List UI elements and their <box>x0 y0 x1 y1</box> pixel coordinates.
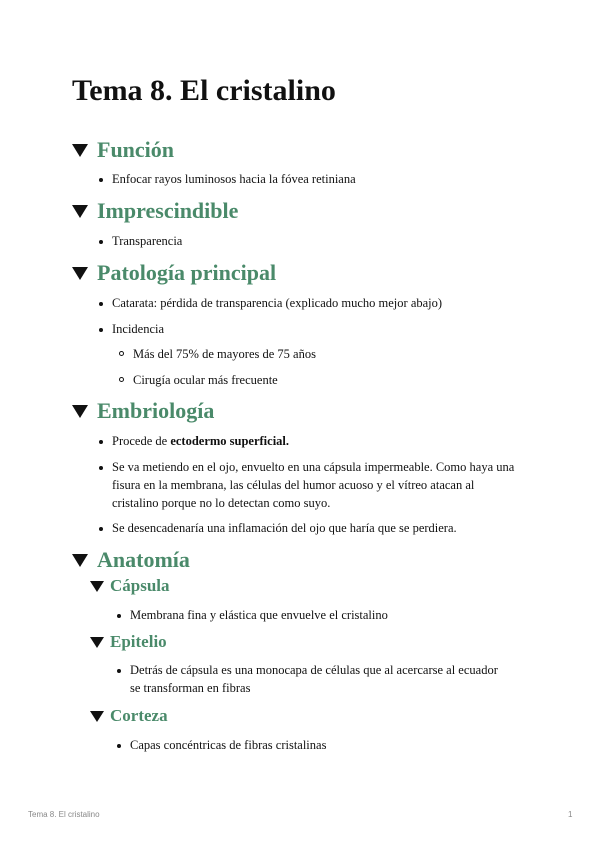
list-item: Enfocar rayos luminosos hacia la fóvea retiniana <box>112 172 356 186</box>
bullet-icon <box>99 240 103 244</box>
collapse-toggle-icon[interactable] <box>72 405 88 418</box>
subsection-capsula[interactable] <box>90 575 170 597</box>
bullet-icon <box>117 614 121 618</box>
bullet-icon <box>99 440 103 444</box>
subsection-heading: Corteza <box>110 706 168 725</box>
item-text: Procede de <box>112 434 171 448</box>
item-bold-text: ectodermo superficial. <box>170 434 290 448</box>
list-subitem: Cirugía ocular más frecuente <box>133 373 278 387</box>
section-patologia[interactable] <box>72 260 276 286</box>
list-item: Se desencadenaría una inflamación del ojo que haría que se perdiera. <box>112 521 457 535</box>
bullet-icon <box>117 744 121 748</box>
subsection-corteza[interactable] <box>90 705 168 727</box>
section-heading: Anatomía <box>97 547 190 572</box>
section-heading: Patología principal <box>97 260 277 285</box>
list-item: Transparencia <box>112 234 183 248</box>
list-subitem: Más del 75% de mayores de 75 años <box>133 347 316 361</box>
list-item: Catarata: pérdida de transparencia (explicado mucho mejor abajo) <box>112 296 443 310</box>
list-item <box>112 432 512 450</box>
subsection-heading: Cápsula <box>110 576 170 595</box>
sub-bullet-icon <box>119 351 124 356</box>
collapse-toggle-icon[interactable] <box>72 267 88 280</box>
collapse-toggle-icon[interactable] <box>90 581 104 592</box>
collapse-toggle-icon[interactable] <box>72 144 88 157</box>
section-heading: Función <box>97 137 175 162</box>
page-number: 1 <box>568 810 573 819</box>
section-anatomia[interactable] <box>72 547 190 573</box>
collapse-toggle-icon[interactable] <box>72 554 88 567</box>
collapse-toggle-icon[interactable] <box>72 205 88 218</box>
list-item: Detrás de cápsula es una monocapa de células que al acercarse al ecuador se transforman en fibras <box>130 663 498 695</box>
collapse-toggle-icon[interactable] <box>90 637 104 648</box>
collapse-toggle-icon[interactable] <box>90 711 104 722</box>
bullet-icon <box>99 328 103 332</box>
list-item: Incidencia <box>112 322 165 336</box>
footer-title: Tema 8. El cristalino <box>28 810 100 819</box>
subsection-heading: Epitelio <box>110 632 167 651</box>
bullet-icon <box>99 466 103 470</box>
sub-bullet-icon <box>119 377 124 382</box>
section-imprescindible[interactable] <box>72 198 238 224</box>
list-item: Membrana fina y elástica que envuelve el cristalino <box>130 608 388 622</box>
page-title: Tema 8. El cristalino <box>72 74 336 107</box>
bullet-icon <box>99 527 103 531</box>
bullet-icon <box>99 178 103 182</box>
section-embriologia[interactable] <box>72 398 214 424</box>
section-heading: Embriología <box>97 398 215 423</box>
list-item: Se va metiendo en el ojo, envuelto en una cápsula impermeable. Como haya una fisura en la membrana, las células del humor acuoso y el vítreo atacan al cristalino porque no lo detectan como suyo. <box>112 460 515 510</box>
section-heading: Imprescindible <box>97 198 239 223</box>
list-item: Capas concéntricas de fibras cristalinas <box>130 738 327 752</box>
section-funcion[interactable] <box>72 137 174 163</box>
bullet-icon <box>117 669 121 673</box>
bullet-icon <box>99 302 103 306</box>
subsection-epitelio[interactable] <box>90 631 167 653</box>
